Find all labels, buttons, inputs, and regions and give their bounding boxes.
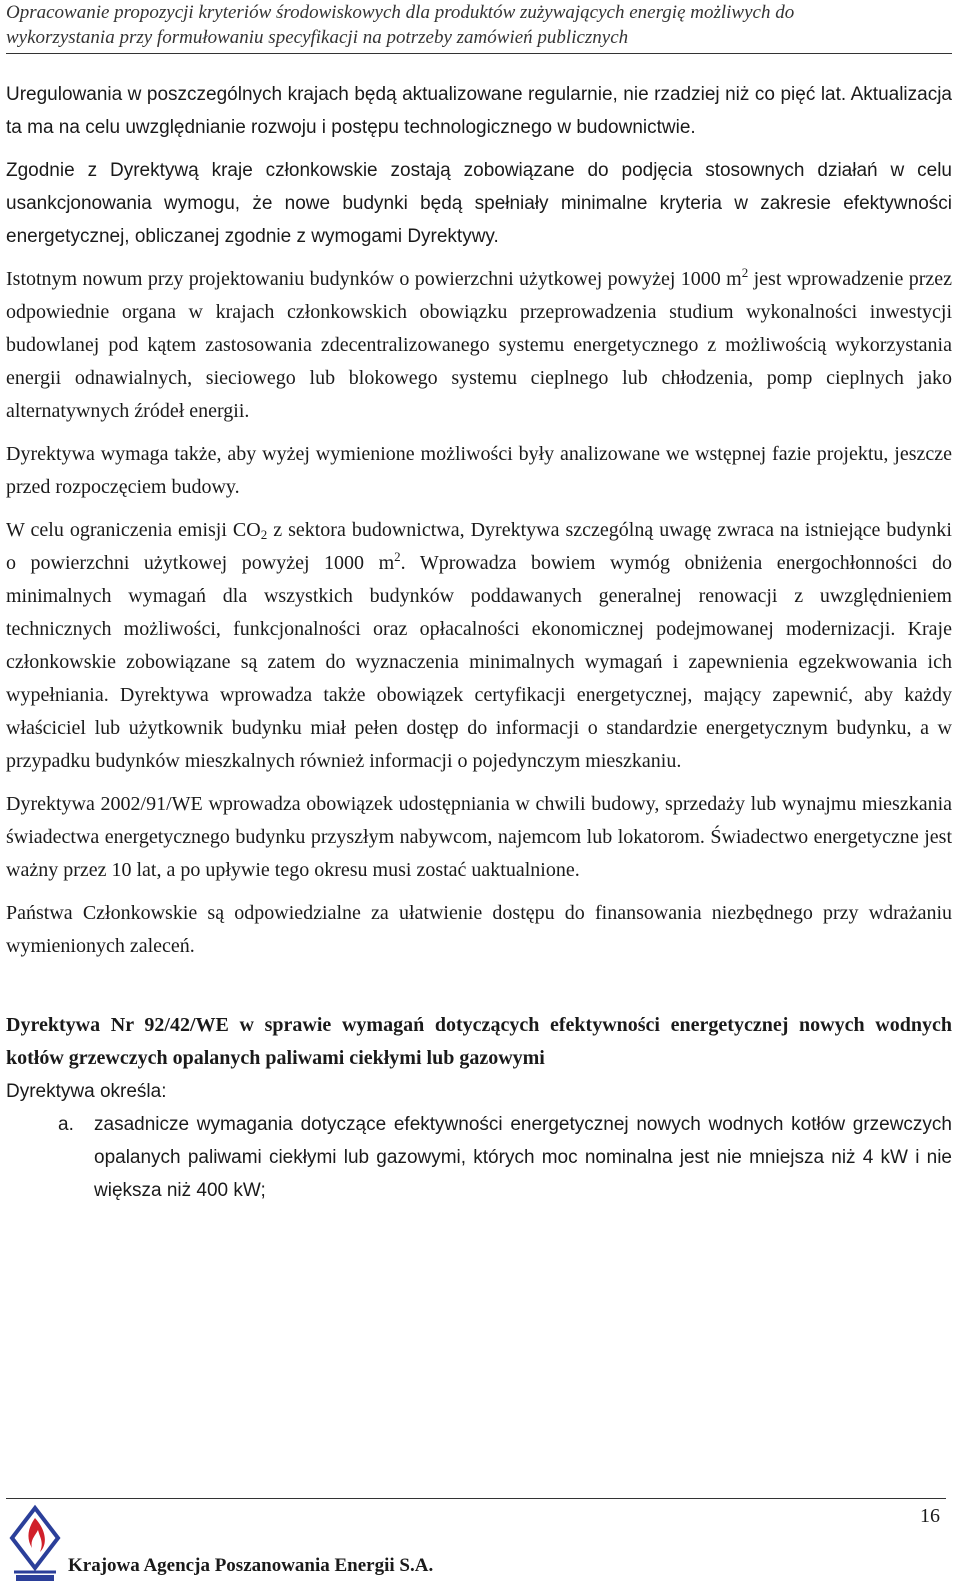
list-item-text: zasadnicze wymagania dotyczące efektywności energetycznej nowych wodnych kotłów grzewczych opalanych paliwami ciekłymi lub gazowymi, których moc nominalna jest nie mniejsza niż 4 kW i nie większa niż 400 kW; bbox=[94, 1114, 952, 1201]
paragraph-feasibility-text-a: Istotnym nowum przy projektowaniu budynków o powierzchni użytkowej powyżej 1000 m bbox=[6, 268, 742, 290]
footer-rule bbox=[6, 1498, 946, 1499]
paragraph-co2-emissions bbox=[6, 514, 952, 778]
paragraph-co2-text-b: z sektora budownictwa, Dyrektywa szczególną uwagę zwraca na istniejące budynki o powierzchni użytkowej powyżej 1000 m bbox=[6, 519, 952, 574]
paragraph-financing: Państwa Członkowskie są odpowiedzialne za ułatwienie dostępu do finansowania niezbędnego przy wdrażaniu wymienionych zaleceń. bbox=[6, 902, 952, 957]
running-header bbox=[6, 0, 952, 54]
paragraph-early-analysis: Dyrektywa wymaga także, aby wyżej wymienione możliwości były analizowane we wstępnej fazie projektu, jeszcze przed rozpoczęciem budowy. bbox=[6, 443, 952, 498]
footer-organization: Krajowa Agencja Poszanowania Energii S.A. bbox=[68, 1555, 434, 1576]
subscript-2: 2 bbox=[260, 527, 268, 542]
superscript-2: 2 bbox=[394, 549, 401, 564]
list-item bbox=[6, 1108, 952, 1207]
page-number: 16 bbox=[920, 1505, 940, 1527]
paragraph-feasibility-text-b: jest wprowadzenie przez odpowiednie organa w krajach członkowskich obowiązku przeprowadzenia studium wykonalności inwestycji budowlanej pod kątem zastosowania zdecentralizowanego systemu energetycznego z możliwością wykorzystania energii odnawialnych, sieciowego lub blokowego systemu cieplnego lub chłodzenia, pomp cieplnych jako alternatywnych źródeł energii. bbox=[6, 268, 952, 422]
section-intro: Dyrektywa określa: bbox=[6, 1081, 167, 1102]
paragraph-member-states: Zgodnie z Dyrektywą kraje członkowskie zostają zobowiązane do podjęcia stosownych działań w celu usankcjonowania wymogu, że nowe budynki będą spełniały minimalne kryteria w zakresie efektywności energetycznej, obliczanej zgodnie z wymogami Dyrektywy. bbox=[6, 160, 952, 247]
paragraph-co2-text-c: . Wprowadza bowiem wymóg obniżenia energochłonności do minimalnych wymagań dla wszystkich budynków poddawanych generalnej renowacji z uwzględnieniem technicznych możliwości, funkcjonalności oraz opłacalności ekonomicznej podejmowanej modernizacji. Kraje członkowskie zobowiązane są zatem do wyznaczenia minimalnych wymagań i zapewnienia egzekwowania ich wypełniania. Dyrektywa wprowadza także obowiązek certyfikacji energetycznej, mający zapewnić, aby każdy właściciel lub użytkownik budynku miał pełen dostęp do informacji o standardzie energetycznym budynku, a w przypadku budynków mieszkalnych również informacji o pojedynczym mieszkaniu. bbox=[6, 552, 953, 772]
running-header-line-1: Opracowanie propozycji kryteriów środowiskowych dla produktów zużywających energię możliwych do bbox=[6, 2, 795, 23]
paragraph-energy-certificate: Dyrektywa 2002/91/WE wprowadza obowiązek udostępniania w chwili budowy, sprzedaży lub wynajmu mieszkania świadectwa energetycznego budynku przyszłym nabywcom, najemcom lub lokatorom. Świadectwo energetyczne jest ważny przez 10 lat, a po upływie tego okresu musi zostać uaktualnione. bbox=[6, 793, 952, 881]
paragraph-feasibility-study bbox=[6, 263, 952, 428]
running-header-line-2: wykorzystania przy formułowaniu specyfikacji na potrzeby zamówień publicznych bbox=[6, 27, 629, 48]
section-heading: Dyrektywa Nr 92/42/WE w sprawie wymagań dotyczących efektywności energetycznej nowych wodnych kotłów grzewczych opalanych paliwami ciekłymi lub gazowymi bbox=[6, 1014, 952, 1069]
paragraph-co2-text-a: W celu ograniczenia emisji CO bbox=[6, 519, 261, 541]
body-text bbox=[6, 78, 952, 1207]
paragraph-updates: Uregulowania w poszczególnych krajach będą aktualizowane regularnie, nie rzadziej niż co pięć lat. Aktualizacja ta ma na celu uwzględnianie rozwoju i postępu technologicznego w budownictwie. bbox=[6, 84, 952, 138]
kape-logo-icon bbox=[8, 1504, 62, 1584]
superscript-2: 2 bbox=[741, 265, 749, 280]
list-marker: a. bbox=[58, 1114, 74, 1135]
